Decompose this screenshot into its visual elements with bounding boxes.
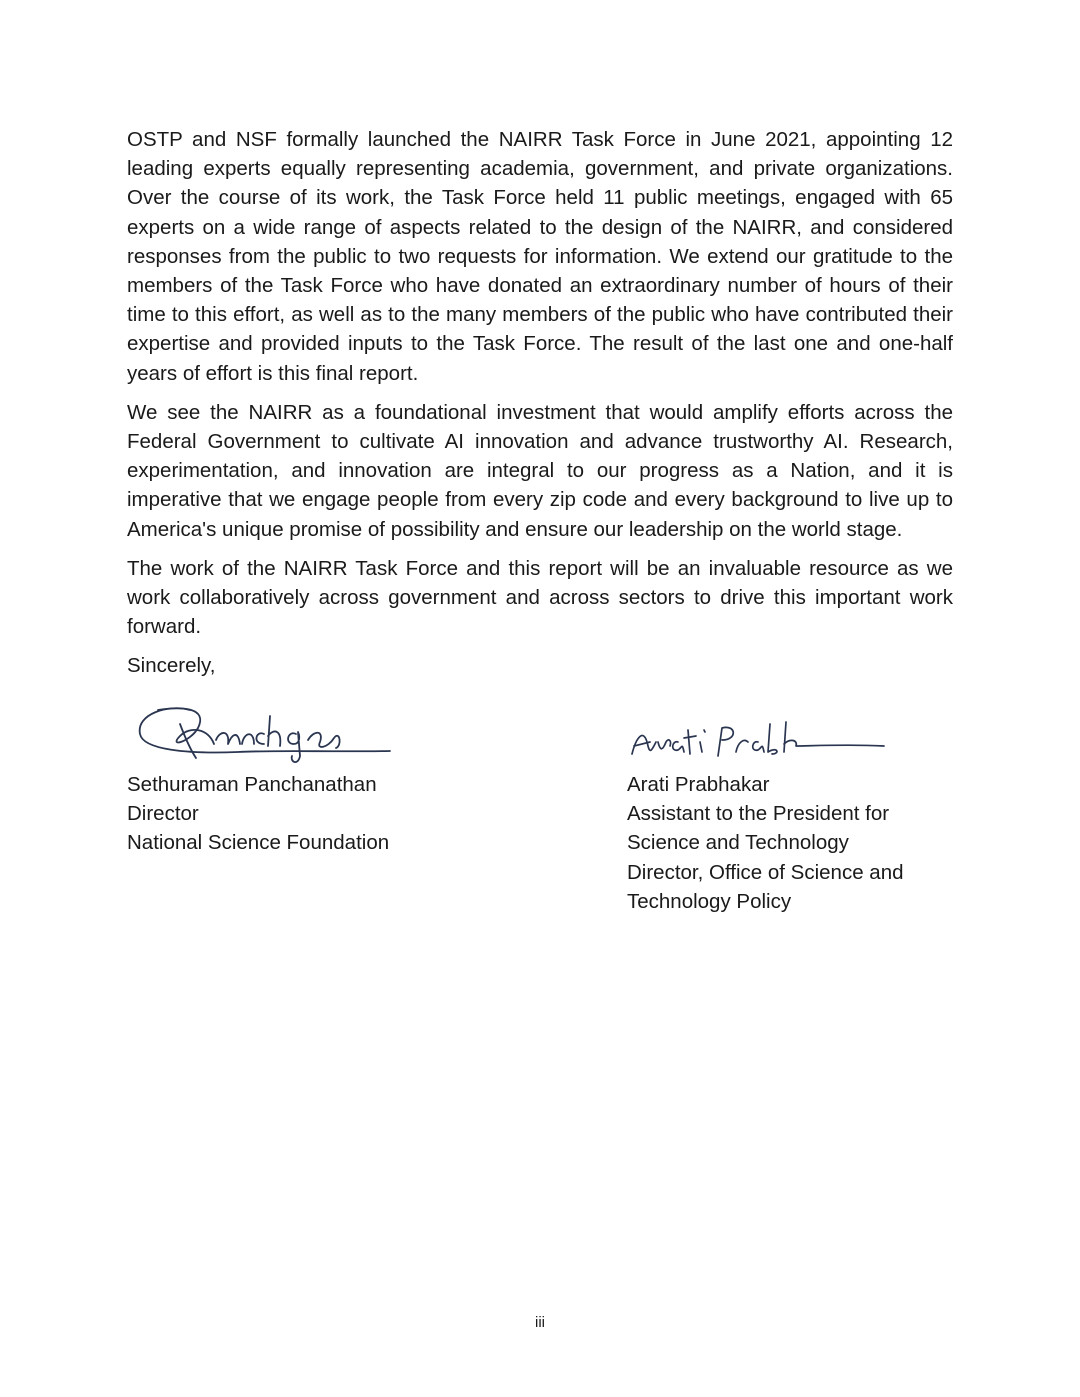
page-number: iii — [535, 1314, 545, 1331]
signatory-title: Director, Office of Science and — [627, 860, 904, 884]
signatory-organization: National Science Foundation — [127, 831, 390, 855]
closing-salutation: Sincerely, — [127, 654, 216, 678]
signatory-title: Director — [127, 802, 199, 826]
signatory-title: Assistant to the President for — [627, 802, 890, 826]
signatory-prabhakar — [627, 770, 987, 916]
paragraph-conclusion: The work of the NAIRR Task Force and this report will be an invaluable resource as we work collaboratively across government and across sectors to drive this important work forward. — [127, 556, 953, 639]
signature-prabhakar — [628, 716, 888, 766]
signature-panchanathan — [128, 700, 393, 772]
paragraph-investment: We see the NAIRR as a foundational investment that would amplify efforts across the Federal Government to cultivate AI innovation and advance trustworthy AI. Research, experimentation, and innovation are integral to our progress as a Nation, and it is imperative that we engage people from every zip code and every background to live up to America's unique promise of possibility and ensure our leadership on the world stage. — [127, 400, 953, 541]
signatory-title: Science and Technology — [627, 831, 849, 855]
signatory-name: Sethuraman Panchanathan — [127, 773, 377, 796]
signatory-name: Arati Prabhakar — [627, 773, 770, 796]
signatory-title: Technology Policy — [627, 889, 792, 913]
paragraph-task-force: OSTP and NSF formally launched the NAIRR Task Force in June 2021, appointing 12 leading experts equally representing academia, government, and private organizations. Over the course of its work, the Task Force held 11 public meetings, engaged with 65 experts on a wide range of aspects related to the design of the NAIRR, and considered responses from the public to two requests for information. We extend our gratitude to the members of the Task Force who have donated an extraordinary number of hours of their time to this effort, as well as to the many members of the public who have contributed their expertise and provided inputs to the Task Force. The result of the last one and one-half years of effort is this final report. — [127, 128, 953, 385]
signatory-panchanathan — [127, 770, 547, 858]
letter-body — [127, 125, 953, 680]
